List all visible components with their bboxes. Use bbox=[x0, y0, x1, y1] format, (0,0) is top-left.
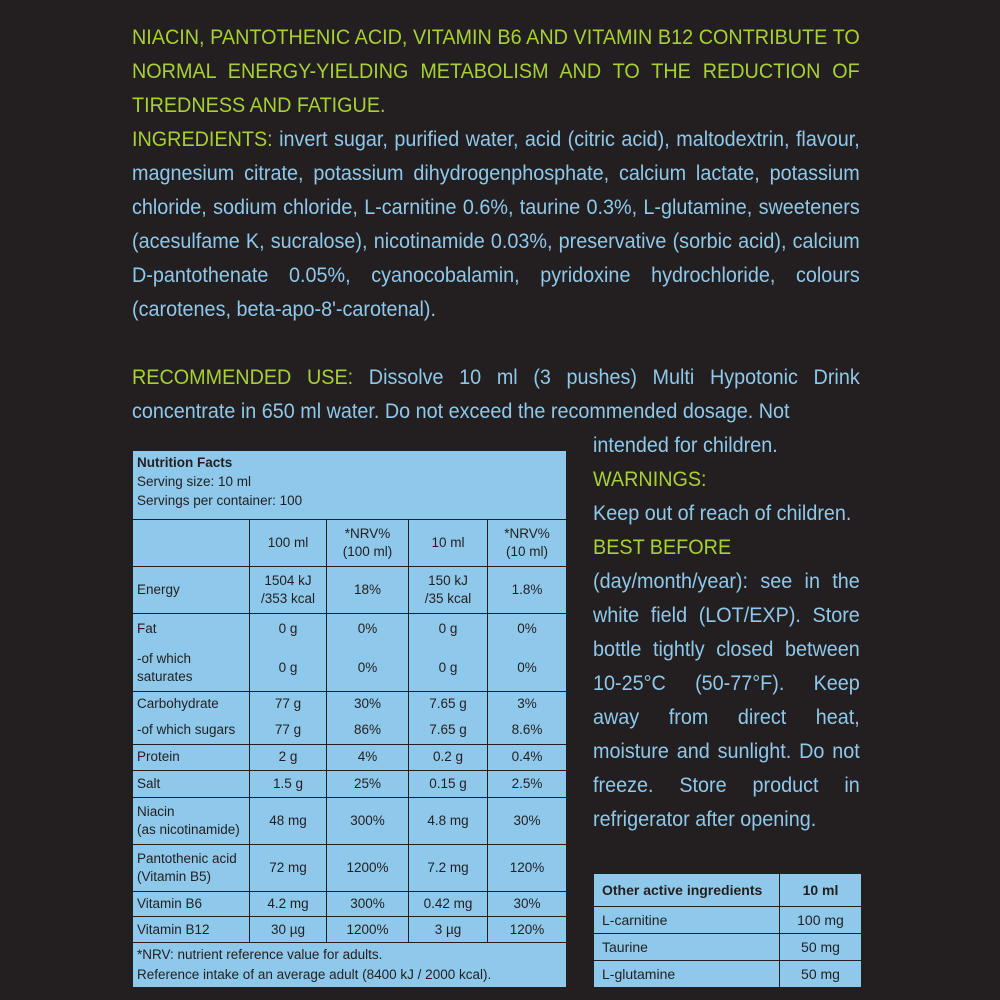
nutrition-row bbox=[133, 644, 567, 691]
nutrition-row bbox=[133, 770, 567, 798]
nutrient-value: 0.15 g bbox=[409, 770, 488, 798]
active-ingredient-label: L-glutamine bbox=[594, 961, 780, 988]
nutrient-value: 30 µg bbox=[250, 917, 327, 943]
ingredients-text: invert sugar, purified water, acid (citric acid), maltodextrin, flavour, magnesium citrate, potassium dihydrogenphosphate, calcium lactate, potassium chloride, sodium chloride, L-carnitine 0.6%, taurine 0.3%, L-glutamine, sweeteners (acesulfame K, sucralose), nicotinamide 0.03%, preservative (sorbic acid), calcium D-pantothenate 0.05%, cyanocobalamin, pyridoxine hydrochloride, colours (carotenes, beta-apo-8'-carotenal). bbox=[132, 127, 860, 321]
nutrient-value: 30% bbox=[488, 798, 567, 845]
nutrient-value: 300% bbox=[327, 798, 409, 845]
recommended-use-text: Dissolve 10 ml (3 pushes) Multi Hypotonic Drink concentrate in 650 ml water. Do not exceed the recommended dosage. Not bbox=[132, 365, 860, 423]
nutrient-value: 72 mg bbox=[250, 845, 327, 892]
active-header-row bbox=[594, 874, 862, 907]
nutrient-label: Vitamin B12 bbox=[133, 917, 250, 943]
nutrient-value: 1.8% bbox=[488, 567, 567, 614]
nutrient-value: 1200% bbox=[327, 845, 409, 892]
nutrient-label: Vitamin B6 bbox=[133, 891, 250, 917]
nutrient-value: 0 g bbox=[409, 614, 488, 645]
nutrient-label: -of which sugars bbox=[133, 717, 250, 745]
nutrition-row bbox=[133, 798, 567, 845]
nutrient-label: Niacin (as nicotinamide) bbox=[133, 798, 250, 845]
nutrient-label: Carbohydrate bbox=[133, 691, 250, 717]
nutrition-column-row bbox=[133, 520, 567, 567]
nutrition-row bbox=[133, 717, 567, 745]
column-header: 10 ml bbox=[409, 520, 488, 567]
nutrition-facts-table bbox=[132, 450, 567, 988]
nutrition-row bbox=[133, 567, 567, 614]
nutrition-footnote bbox=[133, 943, 567, 988]
nutrient-value: 0% bbox=[327, 614, 409, 645]
column-header: 100 ml bbox=[250, 520, 327, 567]
nutrient-value: 30% bbox=[488, 891, 567, 917]
nutrient-value: 0.2 g bbox=[409, 744, 488, 770]
nutrient-value: 4% bbox=[327, 744, 409, 770]
nutrient-value: 8.6% bbox=[488, 717, 567, 745]
nutrition-title: Nutrition Facts bbox=[137, 455, 233, 470]
nutrition-row bbox=[133, 744, 567, 770]
active-ingredient-value: 50 mg bbox=[780, 934, 862, 961]
nutrient-label: Salt bbox=[133, 770, 250, 798]
nutrient-value: 0% bbox=[488, 644, 567, 691]
recommended-use-heading: RECOMMENDED USE: bbox=[132, 365, 354, 389]
nutrient-value: 2.5% bbox=[488, 770, 567, 798]
nutrient-value: 0 g bbox=[250, 614, 327, 645]
ingredients-heading: INGREDIENTS: bbox=[132, 127, 273, 151]
reference-intake-footnote: Reference intake of an average adult (8400 kJ / 2000 kcal). bbox=[137, 967, 492, 982]
health-claim: NIACIN, PANTOTHENIC ACID, VITAMIN B6 AND VITAMIN B12 CONTRIBUTE TO NORMAL ENERGY-YIELDING METABOLISM AND TO THE REDUCTION OF TIREDNESS AND FATIGUE. bbox=[132, 25, 860, 117]
recommended-use-continued: intended for children. bbox=[593, 433, 778, 457]
warnings-heading: WARNINGS: bbox=[593, 467, 707, 491]
active-ingredient-label: Taurine bbox=[594, 934, 780, 961]
servings-per-container: Servings per container: 100 bbox=[137, 493, 303, 508]
nutrition-row bbox=[133, 891, 567, 917]
nrv-footnote: *NRV: nutrient reference value for adults. bbox=[137, 947, 383, 962]
nutrient-value: 1504 kJ /353 kcal bbox=[250, 567, 327, 614]
nutrition-row bbox=[133, 614, 567, 645]
nutrient-value: 0.42 mg bbox=[409, 891, 488, 917]
nutrition-row bbox=[133, 917, 567, 943]
nutrient-value: 25% bbox=[327, 770, 409, 798]
nutrient-value: 300% bbox=[327, 891, 409, 917]
nutrient-value: 1200% bbox=[327, 917, 409, 943]
column-header-empty bbox=[133, 520, 250, 567]
active-ingredient-value: 100 mg bbox=[780, 907, 862, 934]
nutrient-value: 120% bbox=[488, 845, 567, 892]
nutrient-value: 7.65 g bbox=[409, 717, 488, 745]
nutrient-label: Energy bbox=[133, 567, 250, 614]
active-header-label: Other active ingredients bbox=[594, 874, 780, 907]
nutrient-value: 120% bbox=[488, 917, 567, 943]
nutrient-label: Protein bbox=[133, 744, 250, 770]
nutrient-value: 0% bbox=[327, 644, 409, 691]
nutrient-value: 3 µg bbox=[409, 917, 488, 943]
active-row bbox=[594, 907, 862, 934]
column-header: *NRV% (10 ml) bbox=[488, 520, 567, 567]
nutrient-value: 77 g bbox=[250, 691, 327, 717]
nutrient-value: 1.5 g bbox=[250, 770, 327, 798]
nutrition-row bbox=[133, 845, 567, 892]
active-ingredient-label: L-carnitine bbox=[594, 907, 780, 934]
nutrient-value: 4.2 mg bbox=[250, 891, 327, 917]
nutrient-value: 48 mg bbox=[250, 798, 327, 845]
nutrition-header bbox=[133, 451, 567, 520]
ingredients-paragraph bbox=[132, 122, 860, 326]
nutrient-label: -of which saturates bbox=[133, 644, 250, 691]
other-active-ingredients-table bbox=[593, 873, 862, 988]
nutrient-value: 2 g bbox=[250, 744, 327, 770]
nutrition-footnote-row bbox=[133, 943, 567, 988]
nutrition-row bbox=[133, 691, 567, 717]
nutrient-value: 0 g bbox=[250, 644, 327, 691]
serving-size: Serving size: 10 ml bbox=[137, 474, 252, 489]
best-before-heading: BEST BEFORE bbox=[593, 535, 732, 559]
nutrient-value: 0% bbox=[488, 614, 567, 645]
nutrient-value: 0 g bbox=[409, 644, 488, 691]
nutrient-value: 30% bbox=[327, 691, 409, 717]
nutrient-value: 0.4% bbox=[488, 744, 567, 770]
active-ingredient-value: 50 mg bbox=[780, 961, 862, 988]
nutrient-label: Pantothenic acid (Vitamin B5) bbox=[133, 845, 250, 892]
nutrient-value: 4.8 mg bbox=[409, 798, 488, 845]
nutrient-value: 3% bbox=[488, 691, 567, 717]
nutrition-header-row bbox=[133, 451, 567, 520]
nutrient-value: 150 kJ /35 kcal bbox=[409, 567, 488, 614]
active-header-value: 10 ml bbox=[780, 874, 862, 907]
active-row bbox=[594, 934, 862, 961]
column-header: *NRV% (100 ml) bbox=[327, 520, 409, 567]
nutrient-value: 18% bbox=[327, 567, 409, 614]
nutrient-value: 86% bbox=[327, 717, 409, 745]
nutrient-value: 77 g bbox=[250, 717, 327, 745]
nutrient-value: 7.65 g bbox=[409, 691, 488, 717]
recommended-use-paragraph bbox=[132, 360, 860, 428]
nutrient-value: 7.2 mg bbox=[409, 845, 488, 892]
warnings-text: Keep out of reach of children. bbox=[593, 501, 852, 525]
best-before-text: (day/month/year): see in the white field (LOT/EXP). Store bottle tightly closed between 10-25°C (50-77°F). Keep away from direct heat, moisture and sunlight. Do not freeze. Store product in refrigerator after opening. bbox=[593, 569, 860, 831]
nutrient-label: Fat bbox=[133, 614, 250, 645]
active-row bbox=[594, 961, 862, 988]
